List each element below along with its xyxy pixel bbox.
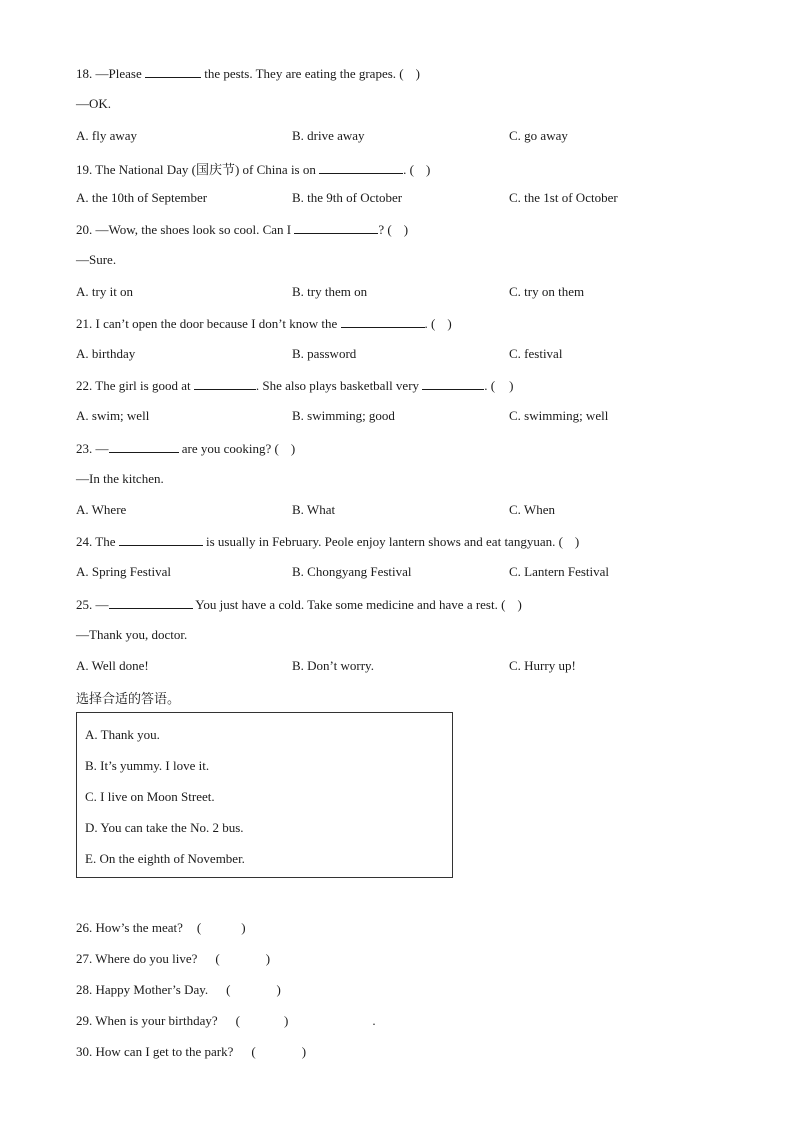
paren-close: ) — [509, 378, 514, 393]
paren-close: ) — [415, 66, 420, 81]
match-question-27 — [76, 951, 270, 967]
question-number: 25. — [76, 597, 93, 612]
option-b[interactable]: B. drive away — [292, 128, 365, 143]
question-text: I can’t open the door because I don’t know the — [95, 316, 341, 331]
answer-blank[interactable] — [145, 65, 201, 78]
question-text: 29. When is your birthday? — [76, 1013, 218, 1028]
option-a[interactable]: A. Well done! — [76, 658, 149, 673]
answer-choices-box — [76, 712, 453, 878]
option-c[interactable]: C. When — [509, 502, 555, 517]
paren-close: ) — [447, 316, 452, 331]
answer-blank[interactable] — [319, 161, 403, 174]
question-text: . ( — [484, 378, 496, 393]
option-a[interactable]: A. the 10th of September — [76, 190, 208, 205]
option-a[interactable]: A. birthday — [76, 346, 136, 361]
answer-blank[interactable] — [422, 377, 484, 390]
answer-blank[interactable] — [294, 221, 378, 234]
option-a[interactable]: A. swim; well — [76, 408, 150, 423]
option-b[interactable]: B. try them on — [292, 284, 368, 299]
question-text: the pests. They are eating the grapes. ( — [200, 66, 404, 81]
option-a[interactable]: A. Where — [76, 502, 127, 517]
paren-close: ) — [301, 1044, 307, 1059]
answer-blank[interactable] — [109, 440, 179, 453]
question-text: 26. How’s the meat? — [76, 920, 183, 935]
question-text: The — [95, 534, 119, 549]
question-text: —Wow, the shoes look so cool. Can I — [95, 222, 295, 237]
question-text: . ( — [403, 162, 414, 177]
answer-blank[interactable] — [341, 315, 425, 328]
question-18 — [76, 65, 420, 82]
answer-blank[interactable] — [194, 377, 256, 390]
question-number: 21. — [76, 316, 93, 331]
paren-close: ) — [574, 534, 580, 549]
match-question-30 — [76, 1044, 306, 1060]
paren-close: ) — [425, 162, 431, 177]
paren-open[interactable]: ( — [235, 1013, 240, 1028]
question-text: . ( — [424, 316, 436, 331]
answer-blank[interactable] — [109, 596, 193, 609]
reply-line: —Thank you, doctor. — [76, 627, 188, 642]
paren-close: ) — [284, 1013, 289, 1028]
question-text: The girl is good at — [95, 378, 194, 393]
option-b[interactable]: B. Chongyang Festival — [292, 564, 412, 579]
question-19 — [76, 159, 430, 178]
question-text: 28. Happy Mother’s Day. — [76, 982, 209, 997]
trailing-dot: . — [372, 1013, 376, 1028]
choice-b: B. It’s yummy. I love it. — [85, 758, 210, 773]
question-text: 30. How can I get to the park? — [76, 1044, 234, 1059]
option-b[interactable]: B. Don’t worry. — [292, 658, 374, 673]
question-text: —Please — [95, 66, 145, 81]
option-b[interactable]: B. What — [292, 502, 336, 517]
choice-d: D. You can take the No. 2 bus. — [85, 820, 244, 835]
reply-line: —OK. — [76, 96, 112, 111]
match-question-28 — [76, 982, 281, 998]
question-text: . She also plays basketball very — [255, 378, 423, 393]
question-text: You just have a cold. Take some medicine and have a rest. ( — [192, 597, 506, 612]
option-a[interactable]: A. fly away — [76, 128, 138, 143]
question-text: The National Day (国庆节) of China is on — [95, 162, 320, 177]
paren-open[interactable]: ( — [251, 1044, 256, 1059]
question-24 — [76, 533, 579, 550]
paren-open[interactable]: ( — [196, 920, 202, 935]
question-number: 20. — [76, 222, 93, 237]
question-number: 18. — [76, 66, 93, 81]
question-number: 24. — [76, 534, 93, 549]
answer-blank[interactable] — [119, 533, 203, 546]
option-c[interactable]: C. festival — [509, 346, 563, 361]
paren-close: ) — [290, 441, 296, 456]
question-text: is usually in February. Peole enjoy lantern shows and eat tangyuan. ( — [202, 534, 563, 549]
question-text: ? ( — [378, 222, 392, 237]
match-question-26 — [76, 920, 246, 936]
option-c[interactable]: C. Hurry up! — [509, 658, 576, 673]
paren-open[interactable]: ( — [226, 982, 231, 997]
choice-a: A. Thank you. — [85, 727, 160, 742]
paren-close: ) — [403, 222, 409, 237]
reply-line: —In the kitchen. — [76, 471, 164, 486]
match-question-29 — [76, 1013, 376, 1029]
question-20 — [76, 221, 408, 238]
option-c[interactable]: C. the 1st of October — [509, 190, 618, 205]
question-23 — [76, 440, 295, 457]
reply-line: —Sure. — [76, 252, 117, 267]
paren-open[interactable]: ( — [215, 951, 220, 966]
option-c[interactable]: C. go away — [509, 128, 568, 143]
option-b[interactable]: B. the 9th of October — [292, 190, 403, 205]
question-text: 27. Where do you live? — [76, 951, 198, 966]
option-a[interactable]: A. try it on — [76, 284, 134, 299]
question-21 — [76, 315, 452, 332]
section-heading: 选择合适的答语。 — [76, 692, 181, 707]
question-text: are you cooking? ( — [178, 441, 279, 456]
choice-e: E. On the eighth of November. — [85, 851, 245, 866]
choice-c: C. I live on Moon Street. — [85, 789, 215, 804]
option-c[interactable]: C. try on them — [509, 284, 585, 299]
option-c[interactable]: C. swimming; well — [509, 408, 609, 423]
question-25 — [76, 596, 522, 613]
question-text: — — [95, 441, 109, 456]
paren-close: ) — [276, 982, 281, 997]
question-number: 22. — [76, 378, 93, 393]
question-22 — [76, 377, 513, 394]
option-c[interactable]: C. Lantern Festival — [509, 564, 610, 579]
paren-close: ) — [241, 920, 246, 935]
paren-close: ) — [265, 951, 271, 966]
option-a[interactable]: A. Spring Festival — [76, 564, 171, 579]
paren-close: ) — [517, 597, 522, 612]
option-b[interactable]: B. password — [292, 346, 357, 361]
question-number: 23. — [76, 441, 93, 456]
question-number: 19. — [76, 162, 93, 177]
question-text: — — [95, 597, 109, 612]
option-b[interactable]: B. swimming; good — [292, 408, 395, 423]
